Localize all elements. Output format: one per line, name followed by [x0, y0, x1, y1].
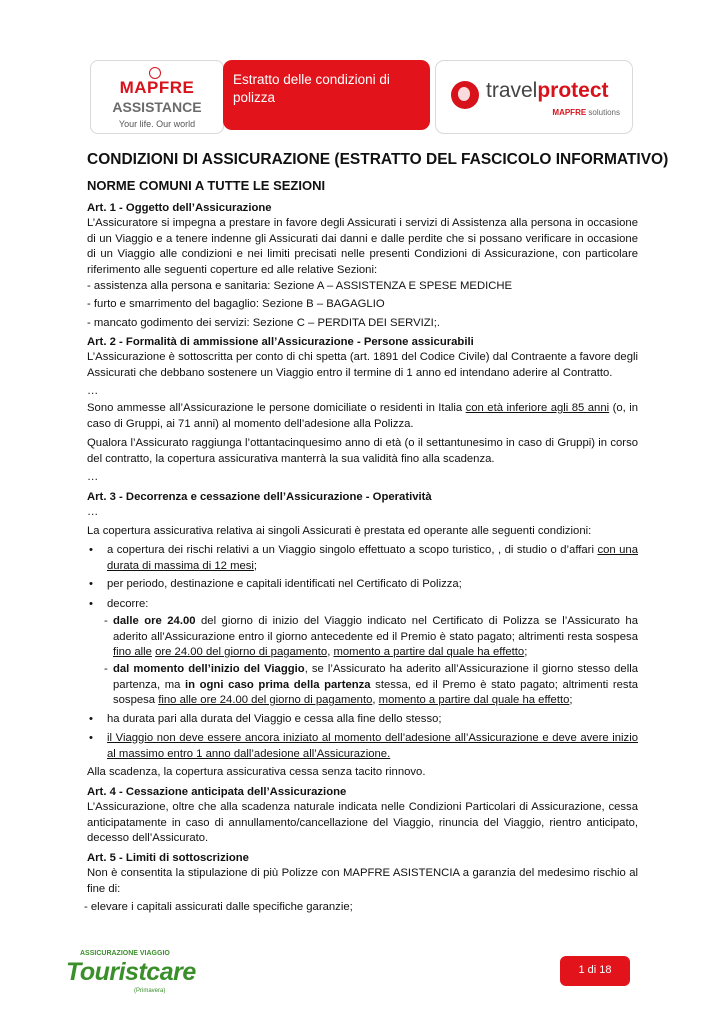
art5-body: Non è consentita la stipulazione di più Polizze con MAPFRE ASISTENCIA a garanzia del medesimo rischio al fine di: — [87, 867, 638, 895]
art2-body2-underlined: con età inferiore agli 85 anni — [465, 402, 610, 414]
art3-bullet-1-text: a copertura dei rischi relativi a un Viaggio singolo effettuato a scopo turistico, , di studio o d’affari — [107, 544, 598, 556]
art3-decorre-1-underlined: momento a partire dal quale ha effetto — [333, 646, 525, 658]
art5-heading: Art. 5 - Limiti di sottoscrizione — [87, 852, 249, 864]
art2-body2-text: (o, in caso di Gruppi, ai 71 anni) al momento dell’adesione alla Polizza. — [87, 402, 639, 430]
art3-decorre-2-sep: , — [372, 694, 379, 706]
globe-icon — [451, 81, 479, 109]
mapfre-assistance-logo — [90, 60, 224, 134]
dash-marker: - — [104, 663, 108, 675]
art2-body3: Qualora l’Assicurato raggiunga l’ottantacinquesimo anno di età (o il settantunesimo in caso di Gruppi) in corso del contratto, la copertura assicurativa manterrà la sua validità fino alla scadenza. — [87, 437, 638, 465]
bullet-icon: • — [89, 598, 93, 610]
art3-decorre-2-text: stessa, ed il Premo è stato pagato; altrimenti resta sospesa — [113, 678, 638, 706]
touristcare-sub: (Primavera) — [134, 988, 166, 994]
page-number: 1 di 18 — [578, 964, 612, 976]
art1-item: - mancato godimento dei servizi: Sezione C – PERDITA DEI SERVIZI;. — [87, 317, 441, 329]
art3-heading: Art. 3 - Decorrenza e cessazione dell’Assicurazione - Operatività — [87, 491, 432, 503]
art1-item: - furto e smarrimento del bagaglio: Sezione B – BAGAGLIO — [87, 298, 385, 310]
art3-decorre-1-text: del giorno di inizio del Viaggio indicato nel Certificato di Polizza se l’Assicurato ha aderito all’Assicurazione entro il giorno antecedente ed il Premio è stato pagato; altrimenti resta sospesa — [113, 615, 638, 643]
art3-bullet-1-underlined: con una — [597, 544, 639, 556]
art3-decorre-2-bold: dal momento dell’inizio del Viaggio — [113, 663, 305, 675]
travelprotect-name — [486, 79, 609, 103]
travelprotect-name-travel: travel — [486, 79, 538, 102]
dash-marker: - — [104, 615, 108, 627]
art3-bullet-3: decorre: — [107, 598, 149, 610]
art4-heading: Art. 4 - Cessazione anticipata dell’Assicurazione — [87, 786, 347, 798]
art3-bullet-2: per periodo, destinazione e capitali identificati nel Certificato di Polizza; — [107, 578, 462, 590]
art2-body2-text: Sono ammesse all’Assicurazione le persone domiciliate o residenti in Italia — [87, 402, 466, 414]
bullet-icon: • — [89, 732, 93, 744]
art3-decorre-1-underlined: fino alle — [113, 646, 152, 658]
art1-item: - assistenza alla persona e sanitaria: Sezione A – ASSISTENZA E SPESE MEDICHE — [87, 280, 513, 292]
page-number-box — [560, 956, 630, 986]
bullet-icon: • — [89, 578, 93, 590]
art1-body: L’Assicuratore si impegna a prestare in favore degli Assicurati i servizi di Assistenza alla persona in occasione di un Viaggio e a tenere indenne gli Assicurati dai danni e dalle perdite che si possano verificare in occasione di un Viaggio alle condizioni e nei limiti precisati nelle presenti Condizioni di Assicurazione, con particolare riferimento alle seguenti coperture ed alle relative Sezioni: — [87, 217, 638, 276]
art3-decorre-2-underlined: momento a partire dal quale ha effetto — [378, 694, 570, 706]
ellipsis: … — [87, 471, 99, 483]
travelprotect-logo — [435, 60, 633, 134]
art3-decorre-1-sep: , — [327, 646, 334, 658]
art2-body2 — [87, 401, 638, 432]
ellipsis: … — [87, 506, 99, 518]
solutions-text: solutions — [588, 108, 620, 117]
art2-body1: L’Assicurazione è sottoscritta per conto di chi spetta (art. 1891 del Codice Civile) dal Contraente a favore degli Assicurati che debbano sostenere un Viaggio entro il termine di 1 anno ed intendano aderire al Contratto. — [87, 351, 638, 379]
art5-item: - elevare i capitali assicurati dalle specifiche garanzie; — [84, 901, 353, 913]
art3-decorre-2-end: ; — [569, 694, 573, 706]
art3-decorre-2-bold: in ogni caso prima della partenza — [185, 678, 371, 691]
document-subtitle: NORME COMUNI A TUTTE LE SEZIONI — [87, 178, 326, 193]
mapfre-brand: MAPFRE — [119, 78, 195, 97]
travelprotect-solutions — [552, 108, 620, 117]
touristcare-small-text: ASSICURAZIONE VIAGGIO — [80, 950, 170, 957]
art3-bullet-1 — [107, 543, 638, 574]
art4-body: L’Assicurazione, oltre che alla scadenza naturale indicata nelle Condizioni Particolari di Assicurazione, cessa anticipatamente in caso di annullamento/cancellazione del Viaggio, rinuncia del Viaggio, rientro anticipato, decesso dell’Assicurato. — [87, 801, 638, 844]
art3-bullet-4: ha durata pari alla durata del Viaggio e cessa alla fine dello stesso; — [107, 713, 442, 725]
art3-closing: Alla scadenza, la copertura assicurativa cessa senza tacito rinnovo. — [87, 766, 426, 778]
art3-decorre-2 — [113, 662, 638, 709]
art3-decorre-2-underlined: fino alle ore 24.00 del giorno di pagamento — [158, 694, 373, 706]
art2-heading: Art. 2 - Formalità di ammissione all’Assicurazione - Persone assicurabili — [87, 336, 474, 348]
art3-decorre-1-underlined: ore 24.00 del giorno di pagamento — [155, 646, 328, 658]
touristcare-wordmark: Touristcare — [66, 958, 196, 986]
mapfre-assistance-text: ASSISTANCE — [112, 99, 202, 115]
ellipsis: … — [87, 385, 99, 397]
art1-heading: Art. 1 - Oggetto dell’Assicurazione — [87, 202, 272, 214]
header-title: Estratto delle condizioni di polizza — [233, 72, 390, 105]
art3-decorre-2-text: , se l’Assicurato ha aderito all’Assicurazione il giorno stesso della partenza, ma — [113, 663, 639, 691]
art3-intro: La copertura assicurativa relativa ai singoli Assicurati è prestata ed operante alle seguenti condizioni: — [87, 525, 592, 537]
mapfre-tagline: Your life. Our world — [118, 119, 196, 129]
art3-bullet-1-underlined: durata di massima di 12 mesi — [107, 559, 254, 572]
art3-decorre-1 — [113, 614, 638, 661]
touristcare-logo — [66, 950, 196, 998]
art3-decorre-1-end: ; — [524, 646, 528, 658]
art3-decorre-1-bold: dalle ore 24.00 — [113, 615, 196, 627]
solutions-brand: MAPFRE — [552, 108, 587, 117]
travelprotect-name-protect: protect — [537, 79, 609, 102]
art3-bullet-5: il Viaggio non deve essere ancora iniziato al momento dell’adesione all’Assicurazione e deve avere inizio al massimo entro 1 anno dall’adesione all’Assicurazione. — [107, 732, 638, 760]
bullet-icon: • — [89, 713, 93, 725]
art3-bullet-1-end: ; — [253, 559, 258, 572]
document-title: CONDIZIONI DI ASSICURAZIONE (ESTRATTO DEL FASCICOLO INFORMATIVO) — [87, 151, 669, 168]
header-title-box — [223, 60, 430, 130]
bullet-icon: • — [89, 544, 93, 556]
